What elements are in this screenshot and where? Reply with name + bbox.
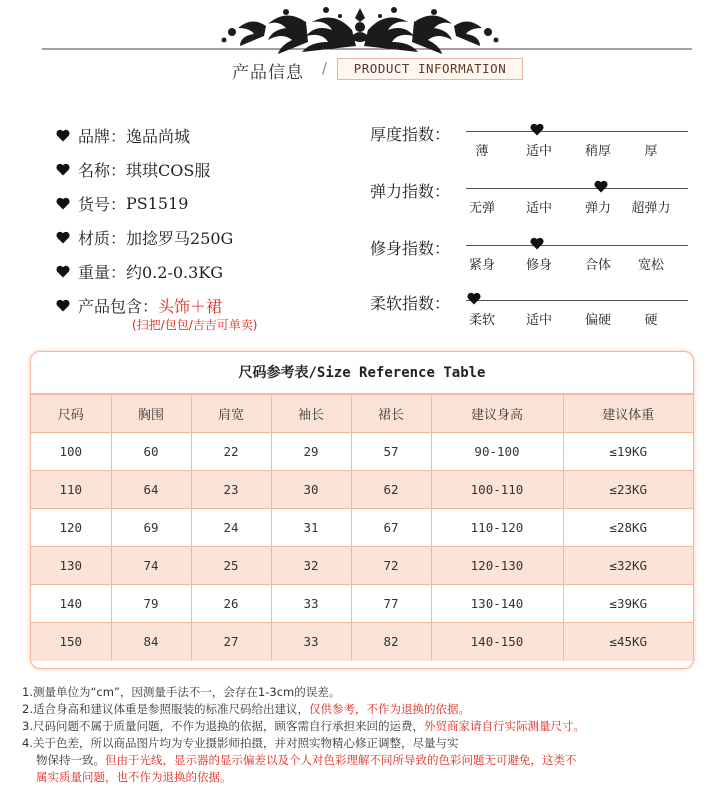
table-cell: 110-120 — [431, 509, 563, 547]
heart-icon — [56, 231, 70, 244]
table-cell: 110 — [31, 471, 111, 509]
note-3-text: 3.尺码问题不属于质量问题，不作为退换的依据，顾客需自行承担来回的运费， — [22, 719, 424, 733]
column-header: 胸围 — [111, 395, 191, 433]
material-value: 加捻罗马250G — [126, 228, 234, 248]
scale-elasticity — [370, 179, 690, 219]
table-cell: 30 — [271, 471, 351, 509]
table-cell: 120 — [31, 509, 111, 547]
table-cell: 67 — [351, 509, 431, 547]
includes-value: 头饰＋裙 — [158, 296, 223, 316]
table-cell: 22 — [191, 433, 271, 471]
table-cell: 29 — [271, 433, 351, 471]
info-row-material — [56, 220, 356, 254]
scale-line — [466, 300, 688, 301]
notes — [22, 684, 712, 786]
includes-label: 产品包含： — [78, 296, 159, 316]
table-cell: 32 — [271, 547, 351, 585]
table-cell: 27 — [191, 623, 271, 661]
table-cell: 60 — [111, 433, 191, 471]
table-cell: ≤45KG — [563, 623, 693, 661]
column-header: 裙长 — [351, 395, 431, 433]
includes-note: (扫把/包包/吉吉可单卖) — [132, 318, 258, 332]
heart-marker-icon — [530, 123, 544, 136]
table-cell: 33 — [271, 623, 351, 661]
scale-option: 弹力 — [584, 201, 612, 216]
heart-marker-icon — [467, 292, 481, 305]
note-1 — [22, 684, 712, 701]
scale-label: 柔软指数： — [370, 294, 451, 313]
table-row — [31, 509, 693, 547]
heart-marker-icon — [594, 180, 608, 193]
scale-option: 合体 — [584, 258, 612, 273]
table-cell: 25 — [191, 547, 271, 585]
note-1-text: 1.测量单位为“cm”，因测量手法不一，会存在1-3cm的误差。 — [22, 685, 341, 699]
table-row — [31, 547, 693, 585]
brand-label: 品牌： — [78, 126, 127, 146]
title-slash: / — [322, 59, 328, 77]
scale-line — [466, 131, 688, 132]
scale-option: 超弹力 — [631, 201, 671, 216]
info-row-weight — [56, 254, 356, 288]
info-row-sku — [56, 186, 356, 220]
table-cell: 57 — [351, 433, 431, 471]
table-row — [31, 471, 693, 509]
scale-option: 薄 — [475, 144, 489, 159]
table-cell: 26 — [191, 585, 271, 623]
weight-label: 重量： — [78, 262, 127, 282]
scale-option: 厚 — [644, 144, 658, 159]
table-cell: 100-110 — [431, 471, 563, 509]
table-cell: 77 — [351, 585, 431, 623]
note-4-highlight: 但由于光线，显示器的显示偏差以及个人对色彩理解不同所导致的色彩问题无可避免，这类不 — [105, 753, 577, 767]
scale-option: 修身 — [525, 258, 553, 273]
table-cell: 140-150 — [431, 623, 563, 661]
table-cell: 79 — [111, 585, 191, 623]
scale-option: 适中 — [525, 313, 553, 328]
table-cell: 84 — [111, 623, 191, 661]
scale-option: 适中 — [525, 144, 553, 159]
scale-option: 适中 — [525, 201, 553, 216]
scale-option: 稍厚 — [584, 144, 612, 159]
table-cell: 33 — [271, 585, 351, 623]
title-en-badge: PRODUCT INFORMATION — [337, 58, 523, 80]
sku-value: PS1519 — [126, 193, 189, 213]
column-header: 袖长 — [271, 395, 351, 433]
scale-fit — [370, 236, 690, 276]
table-cell: 24 — [191, 509, 271, 547]
table-title: 尺码参考表/Size Reference Table — [31, 352, 693, 394]
info-row-brand — [56, 118, 356, 152]
scale-line — [466, 188, 688, 189]
note-4 — [22, 735, 712, 752]
note-3 — [22, 718, 712, 735]
brand-value: 逸品尚城 — [126, 126, 191, 146]
note-3-highlight: 外贸商家请自行实际测量尺寸。 — [423, 719, 585, 733]
product-info-list — [56, 118, 356, 322]
table-cell: ≤28KG — [563, 509, 693, 547]
scale-softness — [370, 291, 690, 331]
heart-icon — [56, 197, 70, 210]
size-reference-table — [30, 351, 694, 669]
scale-options — [465, 309, 695, 327]
scale-options — [465, 197, 695, 215]
table-cell: 120-130 — [431, 547, 563, 585]
scale-option: 紧身 — [468, 258, 496, 273]
note-2 — [22, 701, 712, 718]
note-4-highlight-2: 属实质量问题，也不作为退换的依据。 — [36, 770, 232, 784]
scale-line — [466, 245, 688, 246]
section-title — [0, 58, 720, 82]
note-4-continued — [22, 752, 712, 769]
table-cell: 23 — [191, 471, 271, 509]
scale-option: 柔软 — [468, 313, 496, 328]
table-cell: 150 — [31, 623, 111, 661]
scale-option: 宽松 — [637, 258, 665, 273]
table-cell: ≤32KG — [563, 547, 693, 585]
table-cell: 72 — [351, 547, 431, 585]
table-cell: 64 — [111, 471, 191, 509]
column-header: 建议体重 — [563, 395, 693, 433]
table-cell: 62 — [351, 471, 431, 509]
table-cell: 140 — [31, 585, 111, 623]
scale-option: 硬 — [644, 313, 658, 328]
note-2-highlight: 仅供参考，不作为退换的依据。 — [308, 702, 470, 716]
scale-option: 偏硬 — [584, 313, 612, 328]
note-4-text-2: 物保持一致。 — [36, 753, 105, 767]
column-header: 肩宽 — [191, 395, 271, 433]
table-header-row — [31, 395, 693, 433]
sku-label: 货号： — [78, 194, 127, 214]
table-row — [31, 433, 693, 471]
size-table-grid — [31, 394, 693, 661]
scale-label: 修身指数： — [370, 239, 451, 258]
title-cn: 产品信息 — [232, 63, 304, 83]
heart-icon — [56, 265, 70, 278]
column-header: 尺码 — [31, 395, 111, 433]
heart-icon — [56, 163, 70, 176]
material-label: 材质： — [78, 228, 127, 248]
table-cell: 69 — [111, 509, 191, 547]
scale-label: 厚度指数： — [370, 125, 451, 144]
scale-thickness — [370, 122, 690, 162]
name-value: 琪琪COS服 — [126, 160, 211, 180]
scale-options — [465, 254, 695, 272]
weight-value: 约0.2-0.3KG — [126, 262, 224, 282]
heart-icon — [56, 129, 70, 142]
note-2-text: 2.适合身高和建议体重是参照服装的标准尺码给出建议， — [22, 702, 309, 716]
table-cell: 130 — [31, 547, 111, 585]
table-row — [31, 623, 693, 661]
column-header: 建议身高 — [431, 395, 563, 433]
table-cell: ≤39KG — [563, 585, 693, 623]
table-cell: 31 — [271, 509, 351, 547]
table-cell: 74 — [111, 547, 191, 585]
table-cell: 82 — [351, 623, 431, 661]
info-row-name — [56, 152, 356, 186]
scale-options — [465, 140, 695, 158]
table-cell: 100 — [31, 433, 111, 471]
scale-option: 无弹 — [468, 201, 496, 216]
table-cell: ≤23KG — [563, 471, 693, 509]
heart-marker-icon — [530, 237, 544, 250]
heart-icon — [56, 299, 70, 312]
note-4-end — [22, 769, 712, 786]
scale-label: 弹力指数： — [370, 182, 451, 201]
header-ornament — [0, 0, 720, 56]
table-cell: 90-100 — [431, 433, 563, 471]
name-label: 名称： — [78, 160, 127, 180]
table-row — [31, 585, 693, 623]
table-cell: ≤19KG — [563, 433, 693, 471]
table-cell: 130-140 — [431, 585, 563, 623]
note-4-text: 4.关于色差，所以商品图片均为专业摄影师拍摄，并对照实物精心修正调整，尽量与实 — [22, 736, 459, 750]
